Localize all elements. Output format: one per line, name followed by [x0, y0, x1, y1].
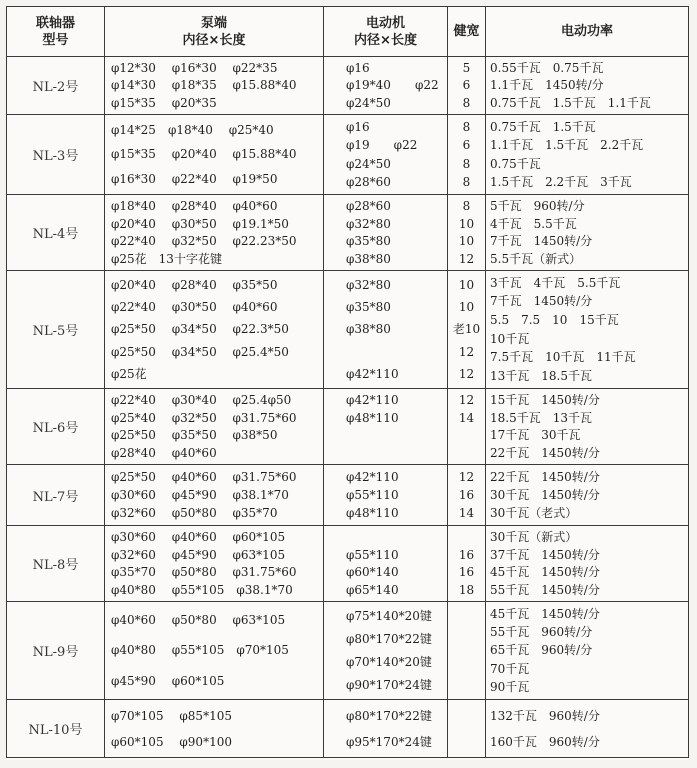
motor-power-line: 0.75千瓦 1.5千瓦	[490, 119, 596, 134]
model-cell: NL-5号	[7, 271, 105, 389]
power-cell	[486, 195, 689, 271]
pump-bore-line: φ25*40 φ32*50 φ31.75*60	[111, 410, 297, 425]
key-width-value: 12	[458, 469, 475, 484]
header-pump-line-2: 内径×长度	[182, 32, 246, 48]
table-body	[7, 57, 689, 758]
header-motor	[324, 7, 448, 57]
coupling-spec-sheet	[6, 6, 688, 760]
key-width-value: 5	[462, 61, 471, 76]
header-row	[7, 7, 689, 57]
motor-bore-line: φ32*80	[346, 277, 391, 292]
motor-bore-line: φ19*40 φ22	[346, 78, 439, 93]
motor-power-line: 18.5千瓦 13千瓦	[490, 410, 592, 425]
pump-bore-line: φ12*30 φ16*30 φ22*35	[111, 61, 278, 76]
motor-bore-line: φ16	[346, 61, 370, 76]
pump-cell	[105, 602, 324, 700]
pump-bore-line: φ20*40 φ30*50 φ19.1*50	[111, 216, 289, 231]
key-width-value	[448, 445, 485, 461]
key-width-value: 16	[458, 565, 475, 580]
motor-bore-line: φ80*170*22键	[346, 632, 432, 646]
motor-power-line: 160千瓦 960转/分	[490, 734, 600, 749]
motor-power-line: 5千瓦 960转/分	[490, 199, 585, 214]
pump-bore-line: φ14*30 φ18*35 φ15.88*40	[111, 78, 297, 93]
key-width-value: 14	[458, 506, 475, 521]
power-cell	[486, 602, 689, 700]
power-cell	[486, 526, 689, 602]
table-row	[7, 57, 689, 115]
key-width-value: 8	[462, 156, 471, 171]
table-row	[7, 602, 689, 700]
motor-bore-line	[324, 427, 447, 443]
model-cell: NL-9号	[7, 602, 105, 700]
power-cell	[486, 389, 689, 465]
motor-power-line: 3千瓦 4千瓦 5.5千瓦	[490, 275, 621, 290]
motor-power-line: 7千瓦 1450转/分	[490, 234, 593, 249]
motor-bore-line: φ60*140	[346, 565, 399, 580]
model-cell: NL-2号	[7, 57, 105, 115]
power-cell	[486, 57, 689, 115]
motor-power-line: 22千瓦 1450转/分	[490, 469, 600, 484]
motor-bore-line: φ24*50	[346, 95, 391, 110]
motor-power-line: 65千瓦 960转/分	[490, 643, 593, 658]
motor-bore-line: φ38*80	[346, 322, 391, 337]
width-cell	[448, 389, 486, 465]
header-pump	[105, 7, 324, 57]
table-row	[7, 700, 689, 758]
motor-power-line: 15千瓦 1450转/分	[490, 393, 600, 408]
header-keywidth	[448, 7, 486, 57]
key-width-value: 10	[458, 216, 475, 231]
model-cell: NL-6号	[7, 389, 105, 465]
motor-bore-line: φ48*110	[346, 410, 399, 425]
motor-power-line: 0.75千瓦 1.5千瓦 1.1千瓦	[490, 95, 651, 110]
motor-power-line: 1.5千瓦 2.2千瓦 3千瓦	[490, 175, 632, 190]
pump-cell	[105, 195, 324, 271]
pump-bore-line: φ25*50 φ34*50 φ25.4*50	[111, 344, 289, 359]
pump-bore-line: φ14*25 φ18*40 φ25*40	[111, 122, 274, 137]
pump-bore-line: φ16*30 φ22*40 φ19*50	[111, 172, 278, 187]
width-cell	[448, 271, 486, 389]
motor-power-line: 55千瓦 960转/分	[490, 625, 593, 640]
motor-bore-line: φ70*140*20键	[346, 655, 432, 669]
motor-power-line: 30千瓦（老式）	[490, 506, 578, 521]
motor-power-line: 1.1千瓦 1450转/分	[490, 78, 604, 93]
key-width-value	[448, 427, 485, 443]
coupling-spec-table	[6, 6, 689, 758]
power-cell	[486, 700, 689, 758]
width-cell	[448, 115, 486, 195]
motor-power-line: 30千瓦 1450转/分	[490, 487, 600, 502]
pump-cell	[105, 115, 324, 195]
table-row	[7, 271, 689, 389]
key-width-value: 16	[458, 547, 475, 562]
width-cell	[448, 526, 486, 602]
table-row	[7, 115, 689, 195]
pump-bore-line: φ30*60 φ45*90 φ38.1*70	[111, 487, 289, 502]
motor-bore-line	[324, 529, 447, 545]
header-pump-line-1: 泵端	[200, 15, 227, 31]
pump-bore-line: φ15*35 φ20*35	[111, 95, 217, 110]
key-width-value: 10	[458, 300, 475, 315]
table-row	[7, 526, 689, 602]
pump-bore-line: φ18*40 φ28*40 φ40*60	[111, 199, 278, 214]
key-width-value: 10	[458, 234, 475, 249]
model-cell: NL-3号	[7, 115, 105, 195]
motor-bore-line	[324, 344, 447, 360]
motor-bore-line: φ38*80	[346, 251, 391, 266]
motor-cell	[324, 271, 448, 389]
motor-power-line: 22千瓦 1450转/分	[490, 445, 600, 460]
width-cell	[448, 700, 486, 758]
motor-bore-line: φ80*170*22键	[346, 708, 432, 723]
pump-bore-line: φ20*40 φ28*40 φ35*50	[111, 277, 278, 292]
header-motor-line-1: 电动机	[365, 15, 405, 31]
table-row	[7, 195, 689, 271]
key-width-value: 6	[462, 78, 471, 93]
motor-cell	[324, 465, 448, 526]
motor-cell	[324, 389, 448, 465]
key-width-value: 12	[458, 344, 475, 359]
motor-power-line: 0.55千瓦 0.75千瓦	[490, 61, 604, 76]
motor-power-line: 5.5千瓦（新式）	[490, 251, 582, 266]
table-row	[7, 465, 689, 526]
width-cell	[448, 57, 486, 115]
motor-power-line: 37千瓦 1450转/分	[490, 547, 600, 562]
pump-cell	[105, 271, 324, 389]
motor-cell	[324, 526, 448, 602]
pump-bore-line: φ32*60 φ45*90 φ63*105	[111, 547, 286, 562]
motor-bore-line: φ16	[346, 119, 370, 134]
key-width-value: 8	[462, 119, 471, 134]
key-width-value: 12	[458, 393, 475, 408]
pump-bore-line: φ60*105 φ90*100	[111, 734, 232, 749]
power-cell	[486, 271, 689, 389]
motor-bore-line: φ28*60	[346, 175, 391, 190]
motor-power-line: 17千瓦 30千瓦	[490, 428, 581, 443]
pump-bore-line: φ40*80 φ55*105 φ70*105	[111, 643, 289, 658]
width-cell	[448, 465, 486, 526]
header-motor-line-2: 内径×长度	[354, 32, 417, 48]
header-model	[7, 7, 105, 57]
motor-bore-line: φ90*170*24键	[346, 678, 432, 692]
motor-bore-line: φ42*110	[346, 393, 399, 408]
motor-bore-line: φ42*110	[346, 469, 399, 484]
key-width-value: 18	[458, 582, 475, 597]
pump-bore-line: φ25*50 φ35*50 φ38*50	[111, 428, 278, 443]
pump-bore-line: φ25花	[111, 367, 147, 382]
header-model-line-1: 联轴器	[35, 15, 75, 31]
width-cell	[448, 195, 486, 271]
pump-bore-line: φ70*105 φ85*105	[111, 708, 232, 723]
motor-cell	[324, 195, 448, 271]
motor-bore-line: φ35*80	[346, 300, 391, 315]
pump-bore-line: φ32*60 φ50*80 φ35*70	[111, 506, 278, 521]
motor-bore-line: φ95*170*24键	[346, 734, 432, 749]
pump-bore-line: φ40*80 φ55*105 φ38.1*70	[111, 582, 293, 597]
key-width-value: 10	[458, 277, 475, 292]
motor-power-line: 7千瓦 1450转/分	[490, 294, 593, 309]
header-power-label: 电动功率	[560, 24, 613, 39]
pump-bore-line: φ45*90 φ60*105	[111, 674, 225, 689]
motor-bore-line: φ28*60	[346, 199, 391, 214]
motor-power-line: 10千瓦	[490, 331, 530, 346]
motor-power-line: 5.5 7.5 10 15千瓦	[490, 313, 619, 328]
pump-bore-line: φ22*40 φ30*40 φ25.4φ50	[111, 393, 292, 408]
model-cell: NL-7号	[7, 465, 105, 526]
pump-bore-line: φ40*60 φ50*80 φ63*105	[111, 612, 286, 627]
motor-bore-line: φ35*80	[346, 234, 391, 249]
key-width-value: 6	[462, 138, 471, 153]
key-width-value: 12	[458, 251, 475, 266]
motor-bore-line: φ32*80	[346, 216, 391, 231]
pump-cell	[105, 465, 324, 526]
motor-bore-line: φ24*50	[346, 156, 391, 171]
motor-power-line: 45千瓦 1450转/分	[490, 606, 600, 621]
key-width-value: 14	[458, 410, 475, 425]
pump-bore-line: φ15*35 φ20*40 φ15.88*40	[111, 147, 297, 162]
pump-bore-line: φ35*70 φ50*80 φ31.75*60	[111, 565, 297, 580]
key-width-value: 老10	[452, 322, 481, 337]
motor-power-line: 70千瓦	[490, 661, 530, 676]
pump-cell	[105, 57, 324, 115]
key-width-value: 8	[462, 199, 471, 214]
motor-cell	[324, 115, 448, 195]
header-model-line-2: 型号	[42, 32, 69, 48]
key-width-value: 8	[462, 175, 471, 190]
motor-bore-line: φ75*140*20键	[346, 609, 432, 623]
motor-power-line: 30千瓦（新式）	[490, 530, 578, 545]
motor-power-line: 0.75千瓦	[490, 156, 541, 171]
model-cell: NL-4号	[7, 195, 105, 271]
width-cell	[448, 602, 486, 700]
power-cell	[486, 115, 689, 195]
motor-cell	[324, 57, 448, 115]
key-width-value	[448, 529, 485, 545]
motor-bore-line: φ65*140	[346, 582, 399, 597]
model-cell: NL-8号	[7, 526, 105, 602]
motor-bore-line	[324, 445, 447, 461]
pump-bore-line: φ28*40 φ40*60	[111, 445, 217, 460]
model-cell: NL-10号	[7, 700, 105, 758]
motor-bore-line: φ48*110	[346, 506, 399, 521]
motor-power-line: 132千瓦 960转/分	[490, 708, 600, 723]
motor-power-line: 4千瓦 5.5千瓦	[490, 216, 577, 231]
motor-power-line: 90千瓦	[490, 680, 530, 695]
motor-bore-line: φ55*110	[346, 487, 399, 502]
motor-bore-line: φ55*110	[346, 547, 399, 562]
motor-power-line: 1.1千瓦 1.5千瓦 2.2千瓦	[490, 138, 644, 153]
pump-bore-line: φ25*50 φ40*60 φ31.75*60	[111, 469, 297, 484]
pump-bore-line: φ25花 13十字花键	[111, 251, 222, 266]
key-width-value: 16	[458, 487, 475, 502]
motor-power-line: 45千瓦 1450转/分	[490, 565, 600, 580]
header-power	[486, 7, 689, 57]
header-keywidth-label: 健宽	[453, 24, 480, 39]
motor-power-line: 7.5千瓦 10千瓦 11千瓦	[490, 350, 636, 365]
motor-bore-line: φ42*110	[346, 367, 399, 382]
pump-cell	[105, 700, 324, 758]
pump-bore-line: φ25*50 φ34*50 φ22.3*50	[111, 322, 289, 337]
pump-cell	[105, 389, 324, 465]
motor-cell	[324, 700, 448, 758]
pump-cell	[105, 526, 324, 602]
key-width-value: 8	[462, 95, 471, 110]
key-width-value: 12	[458, 367, 475, 382]
power-cell	[486, 465, 689, 526]
motor-power-line: 55千瓦 1450转/分	[490, 582, 600, 597]
motor-power-line: 13千瓦 18.5千瓦	[490, 369, 592, 384]
pump-bore-line: φ22*40 φ32*50 φ22.23*50	[111, 234, 297, 249]
motor-cell	[324, 602, 448, 700]
pump-bore-line: φ30*60 φ40*60 φ60*105	[111, 530, 286, 545]
pump-bore-line: φ22*40 φ30*50 φ40*60	[111, 300, 278, 315]
table-row	[7, 389, 689, 465]
motor-bore-line: φ19 φ22	[346, 138, 418, 153]
